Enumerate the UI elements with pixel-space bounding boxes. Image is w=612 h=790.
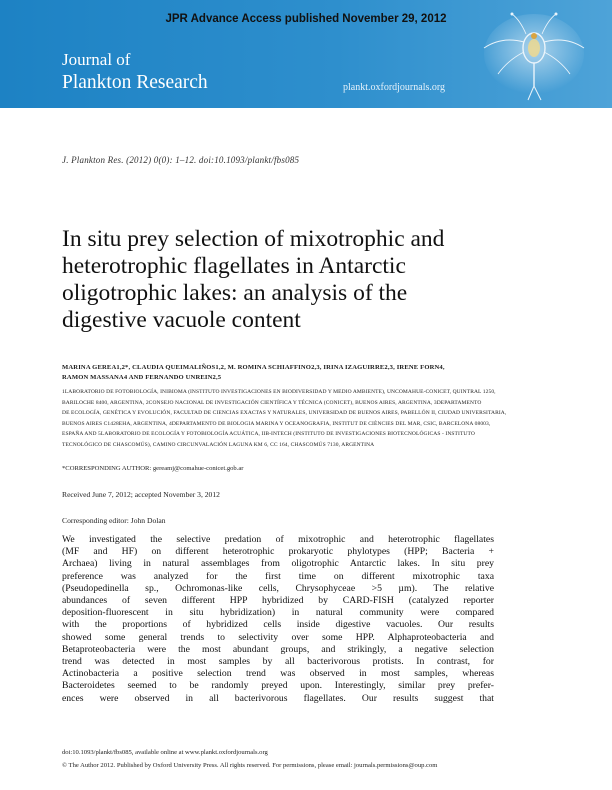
corresponding-author: *CORRESPONDING AUTHOR: gereamj@comahue-conicet.gob.ar xyxy=(62,465,244,472)
abstract-line: with the proportions of hybridized cells inside digestive vacuoles. Our results xyxy=(62,619,494,631)
affiliation-line: ESPAÑA AND 5LABORATORIO DE ECOLOGÍA Y FOTOBIOLOGÍA ACUÁTICA, IIB-INTECH (INSTITUTO DE INVESTIGACIONES BIOTECNOLÓGICAS - INSTITUTO xyxy=(62,431,475,438)
title-line: oligotrophic lakes: an analysis of the xyxy=(62,280,408,306)
journal-banner xyxy=(0,0,612,108)
plankton-illustration-icon xyxy=(462,8,592,106)
affiliation-line: 1LABORATORIO DE FOTOBIOLOGÍA, INIBIOMA (INSTITUTO INVESTIGACIONES EN BIODIVERSIDAD Y MEDIO AMBIENTE), UNCOMAHUE-CONICET, QUINTRAL 1250, xyxy=(62,389,496,395)
affiliation-line: BUENOS AIRES C1428EHA, ARGENTINA, 4DEPARTAMENTO DE BIOLOGIA MARINA Y OCEANOGRAFIA, INSTITUT DE CIÈNCIES DEL MAR, CSIC, BARCELONA 08003, xyxy=(62,420,491,427)
journal-website[interactable]: plankt.oxfordjournals.org xyxy=(343,82,446,93)
corresponding-editor: Corresponding editor: John Dolan xyxy=(62,516,166,525)
abstract-line: showed some general trends to selectivity over some HPP. Alphaproteobacteria and xyxy=(62,631,494,643)
abstract-line: Archaea) living in natural assemblages from oligotrophic Antarctic lakes. In situ prey xyxy=(62,558,494,570)
author-line: RAMON MASSANA4 AND FERNANDO UNREIN2,5 xyxy=(62,374,222,381)
article-title xyxy=(62,226,562,334)
affiliations xyxy=(62,387,567,451)
title-line: heterotrophic flagellates in Antarctic xyxy=(62,253,406,279)
abstract-line: abundances of seven different HPP hybridized by CARD-FISH (catalyzed reporter xyxy=(62,595,494,607)
abstract-line: We investigated the selective predation of mixotrophic and heterotrophic flagellates xyxy=(62,534,494,545)
abstract-line: preference was analyzed for the first time on different mixotrophic taxa xyxy=(62,570,494,582)
received-dates: Received June 7, 2012; accepted November 3, 2012 xyxy=(62,490,220,499)
affiliation-line: TECNOLÓGICO DE CHASCOMÚS), CAMINO CIRCUNVALACIÓN LAGUNA KM 6, CC 164, CHASCOMÚS 7130, ARGENTINA xyxy=(62,441,375,448)
author-list xyxy=(62,363,562,383)
doi-footer: doi:10.1093/plankt/fbs085, available online at www.plankt.oxfordjournals.org xyxy=(62,749,268,756)
abstract-line: trend was detected in most samples by all bacterivorous protists. In contrast, for xyxy=(62,656,494,668)
affiliation-line: BARILOCHE 8400, ARGENTINA, 2CONSEJO NACIONAL DE INVESTIGACIÓN CIENTÍFICA Y TÉCNICA (CONICET), BUENOS AIRES, ARGENTINA, 3DEPARTAMENTO xyxy=(62,399,482,406)
copyright-footer: © The Author 2012. Published by Oxford University Press. All rights reserved. For permissions, please email: journals.permissions@oup.com xyxy=(62,762,438,769)
abstract-line: (MF and HF) on different heterotrophic prokaryotic phylotypes (HPP; Bacteria + xyxy=(62,546,494,558)
author-line: MARINA GEREA1,2*, CLAUDIA QUEIMALIÑOS1,2, M. ROMINA SCHIAFFINO2,3, IRINA IZAGUIRRE2,3, IRENE FORN4, xyxy=(62,364,445,371)
abstract-line: Bacteroidetes seemed to be randomly preyed upon. Interestingly, similar prey prefer- xyxy=(62,680,494,692)
title-line: digestive vacuole content xyxy=(62,307,301,333)
abstract-line: Betaproteobacteria were the most abundant groups, and strikingly, a negative selection xyxy=(62,643,494,655)
abstract-line: Actinobacteria a positive selection trend was observed in most samples, whereas xyxy=(62,668,494,680)
affiliation-line: DE ECOLOGÍA, GENÉTICA Y EVOLUCIÓN, FACULTAD DE CIENCIAS EXACTAS Y NATURALES, UNIVERSIDAD DE BUENOS AIRES, PABELLÓN II, CIUDAD UNIVERSITARIA, xyxy=(62,410,507,417)
abstract-line: deposition-fluorescent in situ hybridization) in natural community were compared xyxy=(62,607,494,619)
abstract-line: (Pseudopedinella sp., Ochromonas-like cells, Chrysophyceae >5 µm). The relative xyxy=(62,582,494,594)
journal-name-line1: Journal of xyxy=(62,50,131,69)
citation-line: J. Plankton Res. (2012) 0(0): 1–12. doi:10.1093/plankt/fbs085 xyxy=(62,155,300,165)
advance-access-notice: JPR Advance Access published November 29, 2012 xyxy=(165,13,447,25)
journal-name-line2: Plankton Research xyxy=(62,72,208,93)
title-line: In situ prey selection of mixotrophic and xyxy=(62,226,445,252)
abstract-line: ences were observed in all bacterivorous flagellates. Our results suggest that xyxy=(62,692,494,704)
abstract xyxy=(62,534,494,705)
